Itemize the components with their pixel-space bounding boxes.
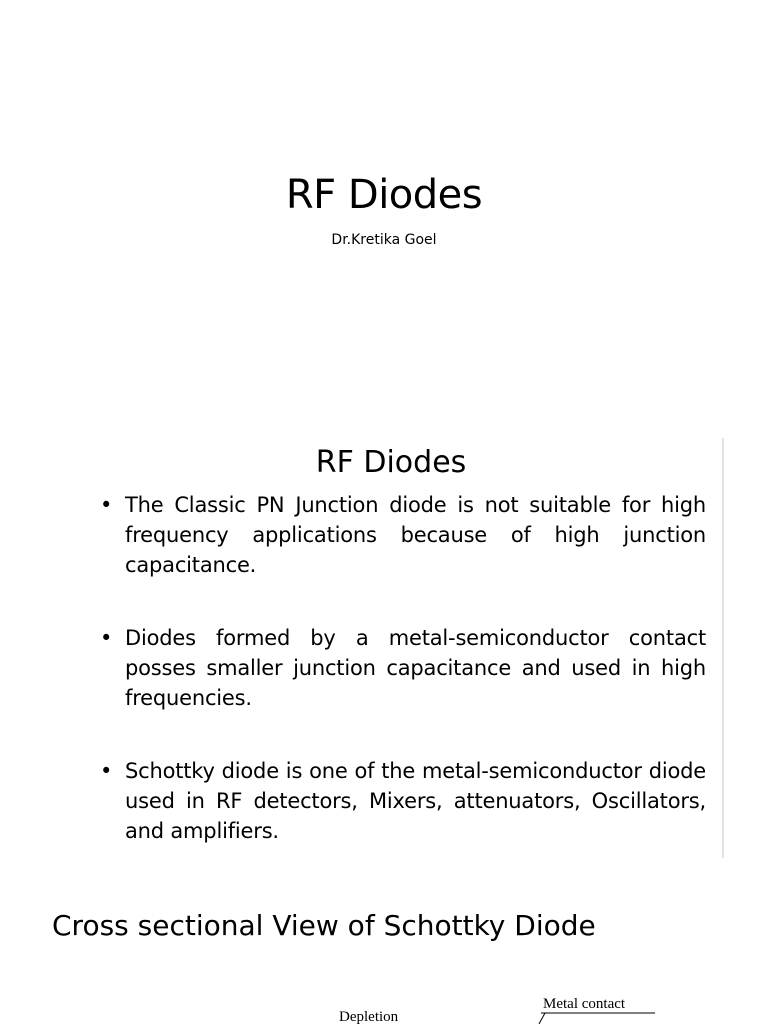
bullet-list — [96, 490, 706, 846]
bullet-item — [96, 490, 706, 580]
bullet-item — [96, 756, 706, 846]
diagram-label-depletion: Depletion — [339, 1009, 399, 1025]
diagram-slide-schottky — [0, 880, 768, 1024]
diagram-label-metal-contact: Metal contact — [543, 996, 626, 1012]
content-slide-rf-diodes — [0, 438, 768, 858]
bullet-text: Schottky diode is one of the metal-semiconductor diode used in RF detectors, Mixers, attenuators, Oscillators, and amplifiers. — [125, 759, 706, 843]
bullet-dot-icon: • — [100, 759, 113, 783]
diagram-leader-lines — [0, 880, 768, 1024]
bullet-item — [96, 623, 706, 713]
slide-title: RF Diodes — [315, 445, 467, 480]
title-slide — [0, 0, 768, 400]
slide-title: RF Diodes — [285, 172, 483, 218]
bullet-text: Diodes formed by a metal-semiconductor contact posses smaller junction capacitance and used in high frequencies. — [125, 626, 706, 710]
bullet-text: The Classic PN Junction diode is not suitable for high frequency applications because of high junction capacitance. — [125, 493, 706, 577]
slide-author: Dr.Kretika Goel — [331, 232, 437, 248]
bullet-dot-icon: • — [100, 626, 113, 650]
slide-title: Cross sectional View of Schottky Diode — [52, 909, 596, 942]
metal-contact-leader — [539, 1013, 545, 1024]
slide-frame-edge — [722, 438, 724, 858]
bullet-dot-icon: • — [100, 493, 113, 517]
